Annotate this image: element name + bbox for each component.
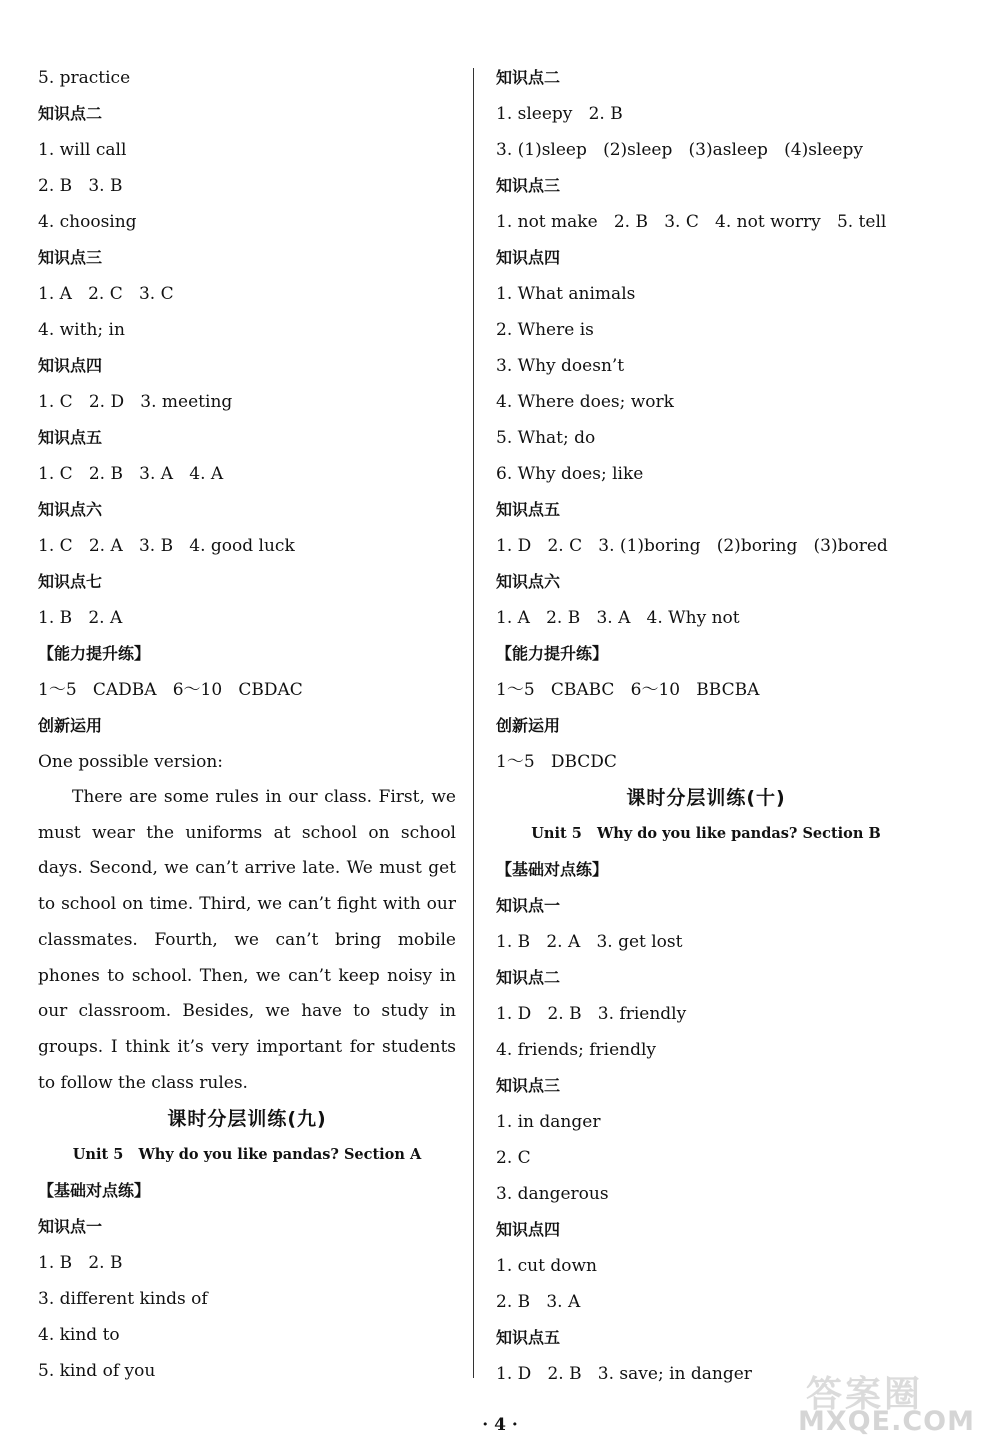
answer-line: 1～5 DBCDC	[496, 752, 617, 772]
answer-line: 1. C 2. B 3. A 4. A	[38, 464, 224, 484]
answer-line: 4. friends; friendly	[496, 1040, 657, 1060]
answer-line: 1. not make 2. B 3. C 4. not worry 5. tell	[496, 212, 887, 232]
answer-line: 1. D 2. B 3. friendly	[496, 1004, 687, 1024]
unit-subtitle: Unit 5 Why do you like pandas? Section B	[531, 825, 881, 842]
answer-line: 5. practice	[38, 68, 131, 88]
section-heading: 知识点六	[38, 500, 103, 519]
page-number: · 4 ·	[482, 1415, 518, 1435]
column-divider	[473, 68, 474, 1378]
bracket-heading: 【基础对点练】	[38, 1181, 151, 1201]
answer-line: 6. Why does; like	[496, 464, 644, 484]
answer-line: 1. cut down	[496, 1256, 597, 1276]
answer-line: 3. different kinds of	[38, 1289, 208, 1310]
bracket-heading: 【基础对点练】	[496, 860, 609, 879]
section-heading: 知识点二	[38, 104, 103, 123]
answer-line: 1. What animals	[496, 284, 636, 304]
answer-line: 5. What; do	[496, 428, 596, 448]
answer-line: 1. B 2. B	[38, 1253, 123, 1274]
section-heading: 知识点一	[496, 896, 561, 915]
answer-line: One possible version:	[38, 752, 223, 772]
answer-line: 1. B 2. A 3. get lost	[496, 932, 683, 952]
essay-paragraph	[38, 780, 456, 1101]
answer-line: 3. (1)sleep (2)sleep (3)asleep (4)sleepy	[496, 140, 863, 160]
answer-line: 1. sleepy 2. B	[496, 104, 623, 124]
answer-line: 1. D 2. B 3. save; in danger	[496, 1364, 752, 1384]
section-heading: 知识点三	[496, 1076, 561, 1095]
lesson-title: 课时分层训练(十)	[626, 787, 786, 809]
bracket-heading: 【能力提升练】	[38, 644, 151, 663]
answer-line: 1. C 2. D 3. meeting	[38, 392, 233, 412]
section-heading: 知识点一	[38, 1217, 103, 1237]
section-heading: 知识点四	[496, 248, 561, 267]
section-heading: 知识点四	[496, 1220, 561, 1239]
answer-line: 5. kind of you	[38, 1361, 156, 1382]
section-heading: 创新运用	[38, 716, 103, 735]
watermark-url-text: MXQE.COM	[798, 1406, 975, 1437]
section-heading: 知识点六	[496, 572, 561, 591]
watermark-logo	[798, 1366, 993, 1438]
answer-line: 1～5 CADBA 6～10 CBDAC	[38, 680, 303, 700]
section-heading: 知识点二	[496, 968, 561, 987]
answer-line: 3. Why doesn’t	[496, 356, 625, 376]
answer-line: 1. D 2. C 3. (1)boring (2)boring (3)bored	[496, 536, 888, 556]
answer-line: 1～5 CBABC 6～10 BBCBA	[496, 680, 760, 700]
answer-line: 2. Where is	[496, 320, 594, 340]
answer-line: 1. B 2. A	[38, 608, 123, 628]
answer-line: 1. A 2. B 3. A 4. Why not	[496, 608, 740, 628]
left-answers-top	[38, 60, 456, 780]
section-heading: 知识点七	[38, 572, 103, 591]
section-heading: 知识点四	[38, 356, 103, 375]
bracket-heading: 【能力提升练】	[496, 644, 609, 663]
left-column	[38, 60, 456, 1389]
answer-line: 1. A 2. C 3. C	[38, 284, 174, 304]
unit-subtitle: Unit 5 Why do you like pandas? Section A	[72, 1146, 422, 1164]
answer-line: 4. with; in	[38, 320, 125, 340]
right-column	[496, 60, 916, 1392]
section-heading: 创新运用	[496, 716, 561, 735]
section-heading: 知识点二	[496, 68, 561, 87]
answer-line: 1. will call	[38, 140, 127, 160]
watermark-top-text: 答案圈	[806, 1374, 924, 1415]
answer-line: 1. in danger	[496, 1112, 601, 1132]
answer-line: 2. B 3. A	[496, 1292, 581, 1312]
section-heading: 知识点五	[496, 1328, 561, 1347]
essay-text: There are some rules in our class. First, we must wear the uniforms at school on school days. Second, we can’t arrive late. We must get to school on time. Third, we can’t fight with our classmates. Fourth, we can’t bring mobile phones to school. Then, we can’t keep noisy in our classroom. Besides, we have to study in groups. I think it’s very important for students to follow the class rules.	[38, 787, 456, 1093]
answer-line: 1. C 2. A 3. B 4. good luck	[38, 536, 295, 556]
answer-line: 4. Where does; work	[496, 392, 674, 412]
section-heading: 知识点五	[496, 500, 561, 519]
answer-line: 4. kind to	[38, 1325, 120, 1346]
answer-line: 4. choosing	[38, 212, 137, 232]
section-heading: 知识点三	[38, 248, 103, 267]
lesson-title: 课时分层训练(九)	[167, 1108, 327, 1131]
answer-line: 2. B 3. B	[38, 176, 123, 196]
answer-line: 2. C	[496, 1148, 531, 1168]
answer-line: 3. dangerous	[496, 1184, 609, 1204]
section-heading: 知识点三	[496, 176, 561, 195]
section-heading: 知识点五	[38, 428, 103, 447]
left-answers-bottom	[38, 1101, 456, 1389]
